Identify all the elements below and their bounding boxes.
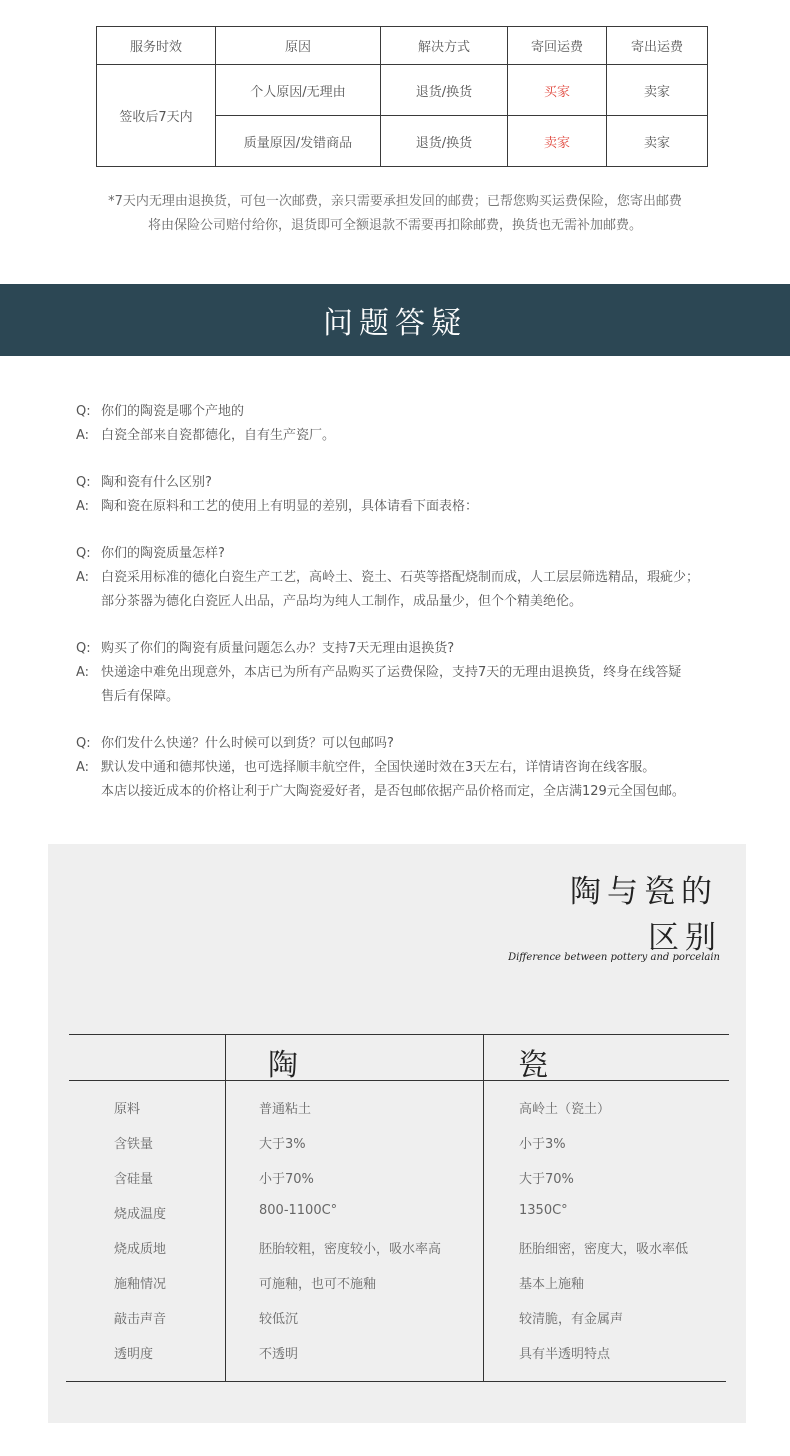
header-solution: 解决方式 (381, 27, 508, 65)
question-text: 购买了你们的陶瓷有质量问题怎么办？支持7天无理由退换货? (101, 641, 455, 656)
pottery-value: 可施釉，也可不施釉 (259, 1277, 377, 1292)
faq-item (76, 400, 736, 448)
faq-item (76, 637, 736, 709)
solution-cell: 退货/换货 (381, 65, 508, 116)
divider (69, 1034, 729, 1035)
faq-answer (76, 590, 736, 614)
answer-text: 本店以接近成本的价格让利于广大陶瓷爱好者，是否包邮依据产品价格而定，全店满129元全国包邮。 (101, 784, 685, 799)
faq-item (76, 471, 736, 519)
policy-note-line-1: *7天内无理由退换货，可包一次邮费，亲只需要承担发回的邮费；已帮您购买运费保险，您寄出邮费 (108, 194, 682, 209)
header-send-fee: 寄出运费 (607, 27, 708, 65)
faq-question (76, 400, 736, 424)
comparison-attribute: 原料 (114, 1102, 141, 1117)
table-row (97, 65, 708, 116)
answer-text: 白瓷采用标准的德化白瓷生产工艺，高岭土、瓷土、石英等搭配烧制而成，人工层层筛选精品，瑕疵少； (101, 570, 700, 585)
pottery-value: 小于70% (259, 1172, 314, 1187)
faq-banner (0, 284, 790, 356)
send-fee-cell: 卖家 (607, 116, 708, 167)
faq-question (76, 542, 736, 566)
divider (225, 1034, 226, 1381)
answer-prefix: A: (76, 570, 90, 585)
comparison-attribute: 含铁量 (114, 1137, 154, 1152)
porcelain-value: 较清脆，有金属声 (519, 1312, 624, 1327)
comparison-attribute: 透明度 (114, 1347, 154, 1362)
pottery-value: 较低沉 (259, 1312, 299, 1327)
pottery-value: 大于3% (259, 1137, 306, 1152)
answer-prefix: A: (76, 760, 90, 775)
question-text: 你们的陶瓷质量怎样? (101, 546, 225, 561)
return-policy-table (96, 26, 708, 167)
question-text: 你们发什么快递？什么时候可以到货？可以包邮吗? (101, 736, 394, 751)
pottery-value: 胚胎较粗，密度较小，吸水率高 (259, 1242, 442, 1257)
porcelain-value: 大于70% (519, 1172, 574, 1187)
answer-prefix: A: (76, 665, 90, 680)
send-fee-cell: 卖家 (607, 65, 708, 116)
reason-cell: 个人原因/无理由 (216, 65, 381, 116)
policy-note-line-2: 将由保险公司赔付给你，退货即可全额退款不需要再扣除邮费，换货也无需补加邮费。 (147, 218, 642, 233)
pottery-value: 800-1100C° (259, 1203, 338, 1218)
faq-answer (76, 780, 736, 804)
column-porcelain-heading: 瓷 (518, 1048, 548, 1083)
pottery-value: 不透明 (259, 1347, 299, 1362)
comparison-title-line-2: 区别 (648, 920, 722, 956)
answer-prefix: A: (76, 499, 90, 514)
question-prefix: Q: (76, 475, 91, 490)
porcelain-value: 胚胎细密，密度大，吸水率低 (519, 1242, 689, 1257)
faq-question (76, 471, 736, 495)
comparison-attribute: 施釉情况 (114, 1277, 167, 1292)
answer-prefix: A: (76, 428, 90, 443)
reason-cell: 质量原因/发错商品 (216, 116, 381, 167)
question-text: 你们的陶瓷是哪个产地的 (101, 404, 245, 419)
comparison-attribute: 敲击声音 (114, 1312, 167, 1327)
answer-text: 售后有保障。 (101, 689, 180, 704)
comparison-attribute: 烧成温度 (114, 1207, 167, 1222)
return-fee-cell: 卖家 (508, 116, 607, 167)
question-prefix: Q: (76, 546, 91, 561)
faq-answer (76, 424, 736, 448)
table-header-row (97, 27, 708, 65)
column-pottery-heading: 陶 (268, 1048, 298, 1083)
service-period-cell: 签收后7天内 (97, 65, 216, 167)
question-prefix: Q: (76, 736, 91, 751)
answer-text: 白瓷全部来自瓷都德化，自有生产瓷厂。 (101, 428, 336, 443)
header-service-period: 服务时效 (97, 27, 216, 65)
answer-text: 快递途中难免出现意外，本店已为所有产品购买了运费保险，支持7天的无理由退换货，终身在线答疑 (101, 665, 682, 680)
question-text: 陶和瓷有什么区别? (101, 475, 212, 490)
faq-answer (76, 495, 736, 519)
faq-answer (76, 661, 736, 685)
question-prefix: Q: (76, 404, 91, 419)
answer-indent (76, 685, 101, 709)
faq-list (76, 400, 736, 827)
faq-item (76, 542, 736, 614)
faq-question (76, 637, 736, 661)
divider (483, 1034, 484, 1381)
faq-answer (76, 685, 736, 709)
answer-indent (76, 780, 101, 804)
comparison-title-line-1: 陶与瓷的 (570, 874, 718, 910)
porcelain-value: 小于3% (519, 1137, 566, 1152)
porcelain-value: 1350C° (519, 1203, 568, 1218)
solution-cell: 退货/换货 (381, 116, 508, 167)
faq-banner-title: 问题答疑 (323, 306, 467, 341)
header-reason: 原因 (216, 27, 381, 65)
header-return-fee: 寄回运费 (508, 27, 607, 65)
answer-text: 默认发中通和德邦快递，也可选择顺丰航空件，全国快递时效在3天左右，详情请咨询在线客服。 (101, 760, 656, 775)
comparison-subtitle: Difference between pottery and porcelain (508, 952, 720, 963)
comparison-attribute: 烧成质地 (114, 1242, 167, 1257)
answer-text: 陶和瓷在原料和工艺的使用上有明显的差别，具体请看下面表格： (101, 499, 479, 514)
question-prefix: Q: (76, 641, 91, 656)
pottery-value: 普通粘土 (259, 1102, 312, 1117)
faq-answer (76, 756, 736, 780)
answer-text: 部分茶器为德化白瓷匠人出品，产品均为纯人工制作，成品量少，但个个精美绝伦。 (101, 594, 583, 609)
answer-indent (76, 590, 101, 614)
porcelain-value: 高岭土（瓷土） (519, 1102, 611, 1117)
divider (69, 1080, 729, 1081)
divider (66, 1381, 726, 1382)
porcelain-value: 基本上施釉 (519, 1277, 585, 1292)
pottery-porcelain-comparison (48, 844, 746, 1423)
return-fee-cell: 买家 (508, 65, 607, 116)
faq-item (76, 732, 736, 804)
comparison-attribute: 含硅量 (114, 1172, 154, 1187)
faq-question (76, 732, 736, 756)
porcelain-value: 具有半透明特点 (519, 1347, 611, 1362)
faq-answer (76, 566, 736, 590)
